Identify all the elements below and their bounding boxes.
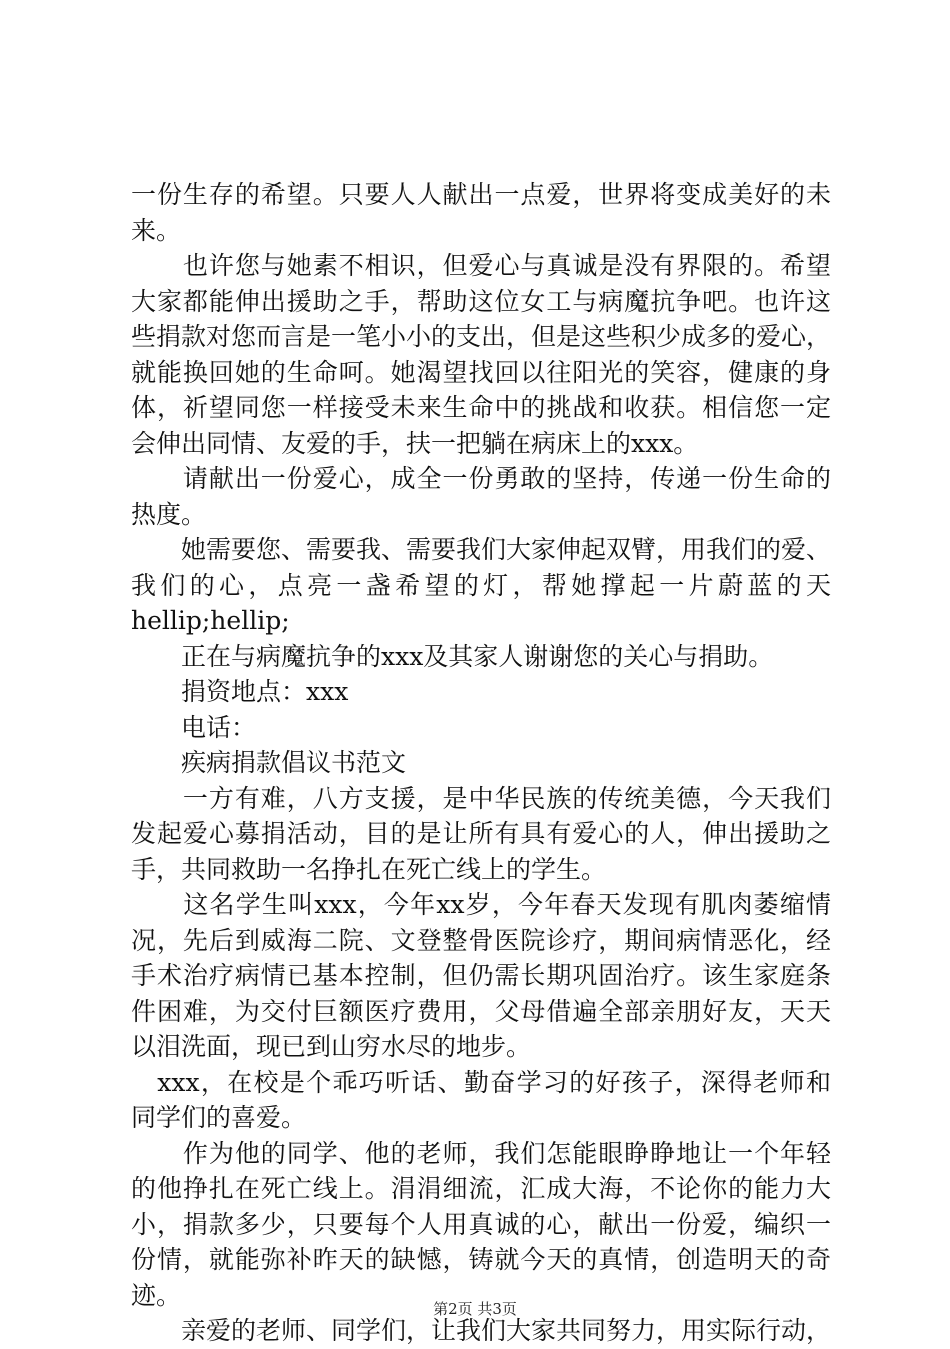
text-line: 体，祈望同您一样接受未来生命中的挑战和收获。相信您一定: [131, 393, 831, 422]
text-line: hellip;hellip;: [131, 606, 290, 635]
text-line: 些捐款对您而言是一笔小小的支出，但是这些积少成多的爱心，: [131, 322, 832, 351]
text-line: 正在与病魔抗争的xxx及其家人谢谢您的关心与捐助。: [131, 641, 774, 671]
text-line: 以泪洗面，现已到山穷水尽的地步。: [131, 1032, 532, 1061]
text-line: 手，共同救助一名挣扎在死亡线上的学生。: [131, 854, 607, 884]
text-line: 份情，就能弥补昨天的缺憾，铸就今天的真情，创造明天的奇: [131, 1245, 831, 1274]
text-line: 一方有难，八方支援，是中华民族的传统美德，今天我们: [131, 783, 831, 813]
text-line: 作为他的同学、他的老师，我们怎能眼睁睁地让一个年轻: [131, 1138, 831, 1168]
text-line: 亲爱的老师、同学们，让我们大家共同努力，用实际行动，: [131, 1316, 832, 1345]
text-line: 来。: [131, 215, 182, 245]
text-line: 手术治疗病情已基本控制，但仍需长期巩固治疗。该生家庭条: [131, 961, 831, 990]
text-line: 迹。: [131, 1280, 182, 1310]
text-line: 疾病捐款倡议书范文: [131, 748, 407, 777]
text-line: 电话：: [131, 712, 257, 742]
text-line: 我们的心，点亮一盏希望的灯，帮她撑起一片蔚蓝的天: [131, 570, 831, 600]
text-line: 就能换回她的生命呵。她渴望找回以往阳光的笑容，健康的身: [131, 357, 831, 387]
text-line: 捐资地点：xxx: [131, 677, 349, 706]
text-line: 这名学生叫xxx，今年xx岁，今年春天发现有肌肉萎缩情: [131, 890, 831, 919]
text-line: 也许您与她素不相识，但爱心与真诚是没有界限的。希望: [131, 251, 831, 280]
text-line: 件困难，为交付巨额医疗费用，父母借遍全部亲朋好友，天天: [131, 996, 831, 1026]
text-line: 一份生存的希望。只要人人献出一点爱，世界将变成美好的未: [131, 180, 831, 209]
text-line: 会伸出同情、友爱的手，扶一把躺在病床上的xxx。: [131, 428, 699, 458]
text-line: 况，先后到威海二院、文登整骨医院诊疗，期间病情恶化，经: [131, 925, 831, 955]
page-footer: 第2页 共3页: [433, 1300, 517, 1318]
text-line: 热度。: [131, 499, 207, 529]
text-line: 发起爱心募捐活动，目的是让所有具有爱心的人，伸出援助之: [131, 819, 831, 848]
text-line: 大家都能伸出援助之手，帮助这位女工与病魔抗争吧。也许这: [131, 286, 831, 316]
text-line: 的他挣扎在死亡线上。涓涓细流，汇成大海，不论你的能力大: [131, 1174, 831, 1203]
text-line: 她需要您、需要我、需要我们大家伸起双臂，用我们的爱、: [131, 535, 832, 564]
text-line: 请献出一份爱心，成全一份勇敢的坚持，传递一份生命的: [131, 464, 831, 493]
text-line: 小，捐款多少，只要每个人用真诚的心，献出一份爱，编织一: [131, 1209, 831, 1239]
text-line: xxx，在校是个乖巧听话、勤奋学习的好孩子，深得老师和: [131, 1067, 831, 1097]
text-line: 同学们的喜爱。: [131, 1103, 307, 1132]
